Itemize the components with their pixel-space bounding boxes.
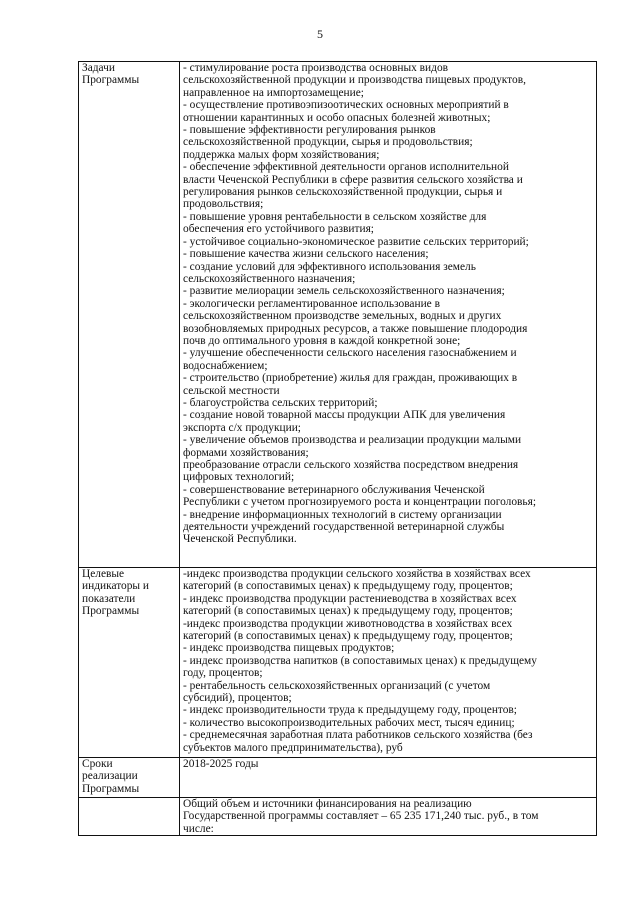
content-line: - внедрение информационных технологий в систему организации (183, 508, 502, 521)
row-label-line: Программы (82, 782, 140, 795)
content-line: направленное на импортозамещение; (183, 86, 364, 99)
content-line: - совершенствование ветеринарного обслуживания Чеченской (183, 483, 485, 496)
content-line: -индекс производства продукции сельского хозяйства в хозяйствах всех (183, 568, 531, 580)
row-label-cell (79, 798, 180, 836)
content-line: - благоустройства сельских территорий; (183, 396, 378, 409)
content-line: власти Чеченской Республики в сфере развития сельского хозяйства и (183, 173, 523, 186)
row-label-line: Целевые (82, 568, 125, 580)
content-line: - экологически регламентированное использование в (183, 297, 440, 310)
page-number: 5 (317, 27, 323, 41)
content-line: продовольствия; (183, 198, 264, 211)
row-content-cell (180, 758, 597, 798)
content-line: отношении карантинных и особо опасных болезней животных; (183, 111, 491, 124)
row-label-line: Сроки (82, 758, 113, 770)
content-line: сельской местности (183, 384, 280, 397)
content-line: - повышение качества жизни сельского населения; (183, 248, 429, 261)
row-tasks (79, 62, 597, 568)
content-line: - развитие мелиорации земель сельскохозяйственного назначения; (183, 285, 505, 298)
content-line: - стимулирование роста производства основных видов (183, 62, 449, 74)
content-line: категорий (в сопоставимых ценах) к предыдущему году, процентов; (183, 605, 513, 618)
row-label-line: Программы (82, 605, 140, 618)
row-label-line: реализации (82, 770, 138, 783)
content-line: субъектов малого предпринимательства), руб (183, 741, 403, 754)
content-line: сельскохозяйственной продукции, сырья и продовольствия; (183, 136, 473, 149)
content-line: - создание условий для эффективного использования земель (183, 260, 476, 273)
content-line: -индекс производства продукции животноводства в хозяйствах всех (183, 617, 513, 630)
content-line: сельскохозяйственной продукции и производства пищевых продуктов, (183, 74, 526, 87)
row-label-cell (79, 758, 180, 798)
content-line: - индекс производительности труда к предыдущему году, процентов; (183, 704, 517, 717)
program-passport-table (78, 61, 597, 836)
content-line: обеспечения его устойчивого развития; (183, 223, 374, 236)
content-line: - улучшение обеспеченности сельского населения газоснабжением и (183, 347, 517, 360)
content-line: формами хозяйствования; (183, 446, 309, 459)
content-line: Чеченской Республики. (183, 533, 297, 546)
content-line: - среднемесячная заработная плата работников сельского хозяйства (без (183, 729, 533, 742)
content-line: водоснабжением; (183, 359, 268, 372)
row-label-cell (79, 62, 180, 568)
content-line: 2018-2025 годы (183, 758, 259, 770)
content-line: категорий (в сопоставимых ценах) к предыдущему году, процентов; (183, 580, 513, 593)
content-line: - осуществление противоэпизоотических основных мероприятий в (183, 99, 509, 112)
content-line: Общий объем и источники финансирования на реализацию (183, 798, 472, 810)
content-line: году, процентов; (183, 667, 263, 680)
content-line: деятельности учреждений государственной ветеринарной службы (183, 521, 505, 534)
content-line: категорий (в сопоставимых ценах) к предыдущему году, процентов; (183, 630, 513, 643)
content-line: возобновляемых природных ресурсов, а также повышение плодородия (183, 322, 528, 335)
content-line: сельскохозяйственного назначения; (183, 272, 356, 285)
row-label-line: Задачи (82, 62, 115, 74)
row-label-cell (79, 568, 180, 758)
content-line: преобразование отрасли сельского хозяйства посредством внедрения (183, 459, 519, 471)
content-line: - индекс производства напитков (в сопоставимых ценах) к предыдущему (183, 654, 537, 667)
content-line: - строительство (приобретение) жилья для граждан, проживающих в (183, 372, 518, 385)
content-line: - создание новой товарной массы продукции АПК для увеличения (183, 409, 506, 422)
content-line: Государственной программы составляет – 65 235 171,240 тыс. руб., в том (183, 810, 539, 823)
content-line: - увеличение объемов производства и реализации продукции малыми (183, 434, 522, 447)
row-target-indicators (79, 568, 597, 758)
content-line: регулирования рынков сельскохозяйственной продукции, сырья и (183, 186, 503, 199)
row-content-cell (180, 798, 597, 836)
content-line: цифровых технологий; (183, 471, 295, 484)
content-line: субсидий), процентов; (183, 692, 292, 705)
row-content-cell (180, 568, 597, 758)
content-line: почв до оптимального уровня в каждой конкретной зоне; (183, 334, 461, 347)
content-line: - индекс производства продукции растениеводства в хозяйствах всех (183, 592, 517, 605)
row-label-line: показатели (82, 592, 136, 605)
row-label-line: индикаторы и (82, 580, 150, 593)
row-content-cell (180, 62, 597, 568)
content-line: - устойчивое социально-экономическое развитие сельских территорий; (183, 235, 529, 248)
row-financing (79, 798, 597, 836)
content-line: - повышение эффективности регулирования рынков (183, 124, 436, 137)
content-line: - рентабельность сельскохозяйственных организаций (с учетом (183, 679, 491, 692)
row-implementation-period (79, 758, 597, 798)
content-line: экспорта с/х продукции; (183, 421, 301, 434)
content-line: числе: (183, 822, 214, 835)
content-line: Республики с учетом прогнозируемого роста и концентрации поголовья; (183, 496, 537, 509)
content-line: поддержка малых форм хозяйствования; (183, 148, 380, 161)
content-line: - индекс производства пищевых продуктов; (183, 642, 395, 655)
content-line: - количество высокопроизводительных рабочих мест, тысяч единиц; (183, 716, 515, 729)
content-line: - повышение уровня рентабельности в сельском хозяйстве для (183, 210, 487, 223)
content-line: - обеспечение эффективной деятельности органов исполнительной (183, 161, 509, 174)
row-label-line: Программы (82, 74, 140, 87)
content-line: сельскохозяйственном производстве земельных, водных и других (183, 310, 502, 323)
